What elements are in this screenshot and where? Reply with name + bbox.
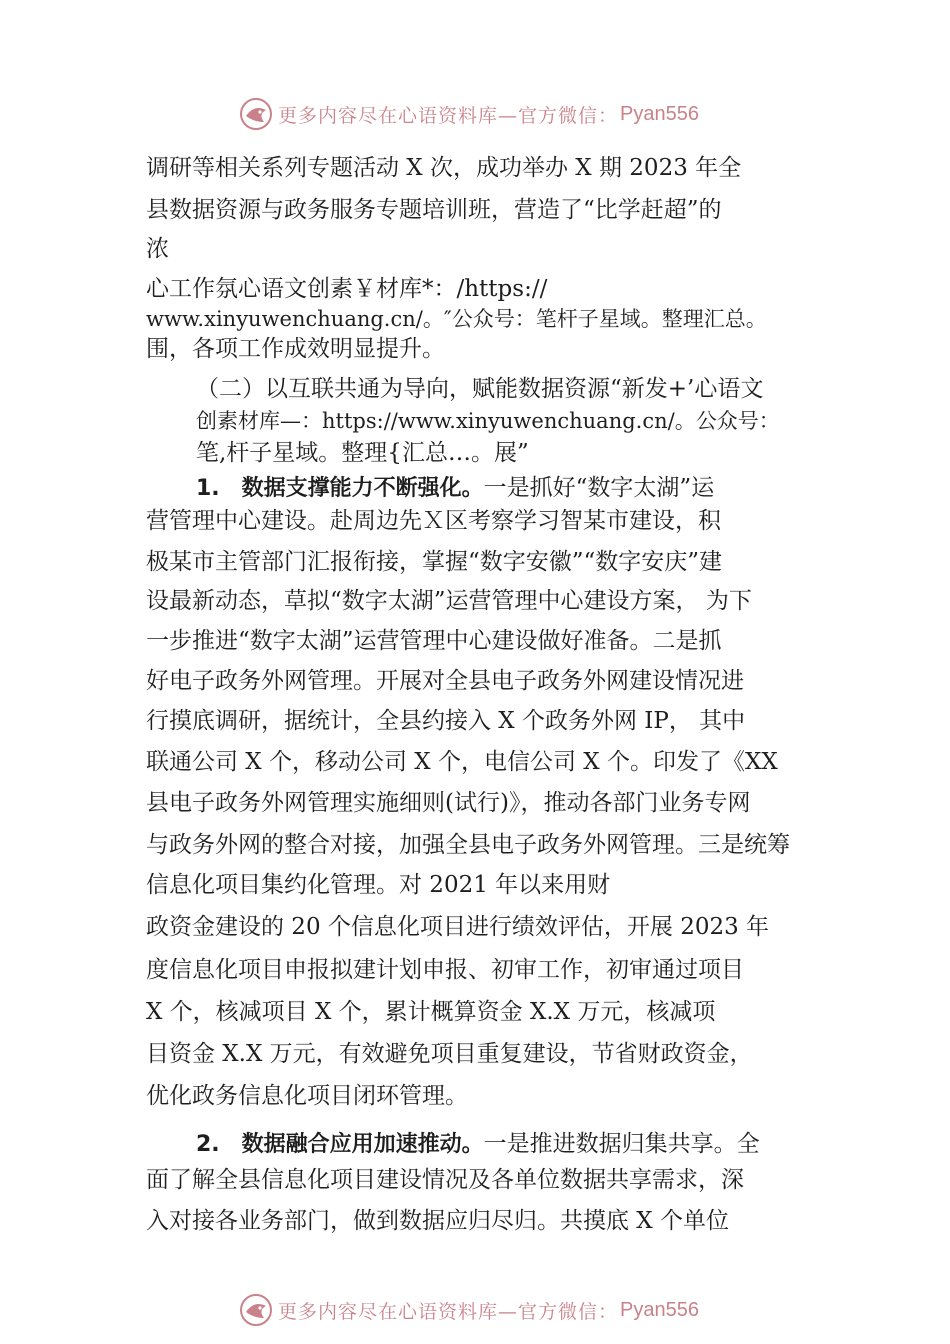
body-line: 笔,杆子星域。整理{汇总…。展” [196, 440, 529, 466]
body-line: 浓 [146, 236, 169, 262]
body-line: 一步推进“数字太湖”运营管理中心建设做好准备。二是抓 [146, 628, 722, 654]
body-line: 围，各项工作成效明显提升。 [146, 336, 445, 362]
body-line: 县数据资源与政务服务专题培训班，营造了“比学赶超”的 [146, 197, 722, 223]
body-line: 信息化项目集约化管理。对 2021 年以来用财 [146, 872, 611, 898]
section-heading: （二）以互联共通为导向，赋能数据资源“新发+’心语文 [196, 376, 764, 402]
watermark-text: 更多内容尽在心语资料库—官方微信： [278, 104, 619, 127]
body-text: 一是推进数据归集共享。全 [483, 1131, 760, 1157]
body-line: 创素材库—：https://www.xinyuwenchuang.cn/。公众号： [196, 409, 780, 433]
body-line: 极某市主管部门汇报衔接，掌握“数字安徽”“数字安庆”建 [146, 549, 723, 575]
watermark-wechat-id: Pyan556 [620, 1298, 699, 1321]
body-line: www.xinyuwenchuang.cn/。″公众号：笔杆子星域。整理汇总。 [146, 307, 767, 331]
body-line: 入对接各业务部门，做到数据应归尽归。共摸底 X 个单位 [146, 1208, 729, 1234]
body-line: 县电子政务外网管理实施细则(试行)》，推动各部门业务专网 [146, 790, 751, 816]
fish-logo-icon [238, 1292, 274, 1328]
body-line: 政资金建设的 20 个信息化项目进行绩效评估，开展 2023 年 [146, 914, 770, 940]
body-line: 度信息化项目申报拟建计划申报、初审工作，初审通过项目 [146, 957, 744, 983]
watermark-text: 更多内容尽在心语资料库—官方微信： [278, 1300, 619, 1323]
body-line: ⼼工作氛心语文创素￥材库*：/https:// [146, 276, 548, 302]
watermark-header [238, 94, 699, 134]
body-line: 行摸底调研，据统计，全县约接入 X 个政务外网 IP， 其中 [146, 708, 746, 734]
watermark-wechat-id: Pyan556 [620, 102, 699, 125]
body-line: 营管理中心建设。赴周边先Ｘ区考察学习智某市建设，积 [146, 508, 721, 534]
body-line: X 个，核减项目 X 个，累计概算资金 X.X 万元，核减项 [146, 999, 716, 1025]
body-text: 一是抓好“数字太湖”运 [483, 475, 715, 501]
body-line: 面了解全县信息化项目建设情况及各单位数据共享需求，深 [146, 1167, 744, 1193]
paragraph-2-first-line [196, 1129, 760, 1160]
subheading-2: 2. 数据融合应用加速推动。 [196, 1132, 484, 1157]
body-line: 调研等相关系列专题活动 X 次，成功举办 X 期 2023 年全 [146, 155, 742, 181]
body-line: 优化政务信息化项目闭环管理。 [146, 1083, 468, 1109]
body-line: 设最新动态，草拟“数字太湖”运营管理中心建设方案， 为下 [146, 588, 752, 614]
subheading-1: 1. 数据支撑能力不断强化。 [196, 476, 484, 501]
body-line: 与政务外网的整合对接，加强全县电子政务外网管理。三是统筹 [146, 832, 790, 858]
paragraph-1-first-line [196, 473, 714, 504]
body-line: 好电子政务外网管理。开展对全县电子政务外网建设情况进 [146, 668, 744, 694]
body-line: 目资金 X.X 万元，有效避免项目重复建设，节省财政资金， [146, 1041, 753, 1067]
body-line: 联通公司 X 个，移动公司 X 个，电信公司 X 个。印发了《XX [146, 749, 778, 775]
fish-logo-icon [238, 96, 274, 132]
watermark-footer [238, 1290, 699, 1330]
